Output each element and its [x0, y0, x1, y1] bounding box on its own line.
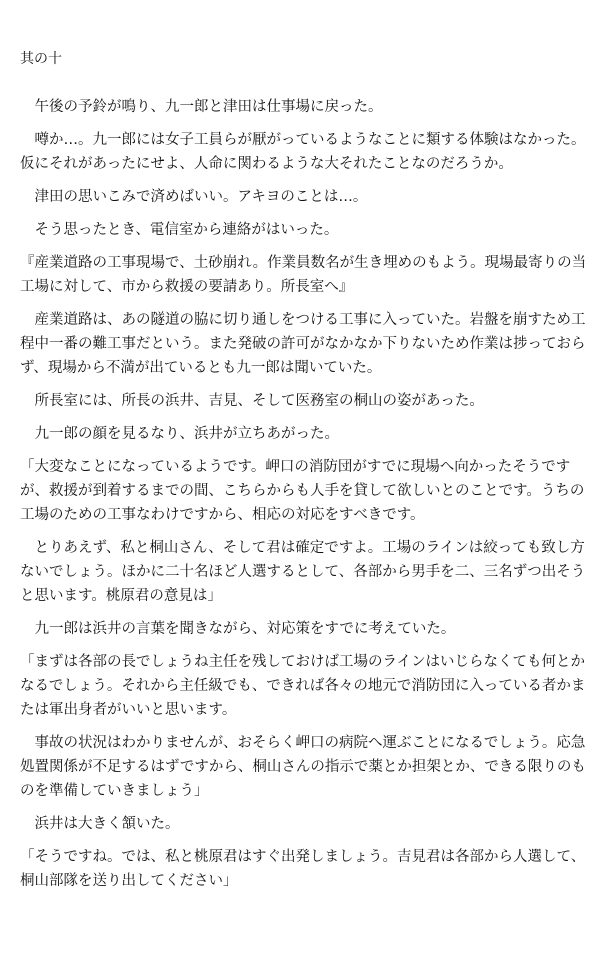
- body-text: [20, 95, 595, 902]
- paragraph: 九一郎の顔を見るなり、浜井が立ちあがった。: [34, 426, 339, 442]
- paragraph: 事故の状況はわかりませんが、おそらく岬口の病院へ運ぶことになるでしょう。応急処置関係が不足するはずですから、桐山さんの指示で薬とか担架とか、できる限りのものを準備していきましょう」: [20, 735, 586, 799]
- paragraph: 『産業道路の工事現場で、土砂崩れ。作業員数名が生き埋めのもよう。現場最寄りの当工場に対して、市から救援の要請あり。所長室へ』: [20, 255, 587, 295]
- paragraph: 所長室には、所長の浜井、吉見、そして医務室の桐山の姿があった。: [34, 393, 484, 409]
- paragraph: 九一郎は浜井の言葉を聞きながら、対応策をすでに考えていた。: [34, 621, 456, 637]
- paragraph: 浜井は大きく頷いた。: [34, 816, 180, 832]
- paragraph: 「そうですね。では、私と桃原君はすぐ出発しましょう。吉見君は各部から人選して、桐山部隊を送り出してください」: [20, 849, 586, 889]
- chapter-title: 其の十: [20, 51, 62, 67]
- paragraph: とりあえず、私と桐山さん、そして君は確定ですよ。工場のラインは絞っても致し方ないでしょう。ほかに二十名ほど人選するとして、各部から男手を二、三名ずつ出そうと思います。桃原君の意見は」: [20, 540, 586, 604]
- paragraph: 「大変なことになっているようです。岬口の消防団がすでに現場へ向かったそうですが、救援が到着するまでの間、こちらからも人手を貸して欲しいとのことです。うちの工場のための工事なわけですから、相応の対応をすべきです。: [20, 459, 585, 523]
- paragraph: 噂か…。九一郎には女子工員らが厭がっているようなことに類する体験はなかった。仮にそれがあったにせよ、人命に関わるような大それたことなのだろうか。: [20, 132, 586, 172]
- paragraph: 午後の予鈴が鳴り、九一郎と津田は仕事場に戻った。: [34, 99, 383, 115]
- paragraph: 「まずは各部の長でしょうね主任を残しておけば工場のラインはいじらなくても何とかなるでしょう。それから主任級でも、できれば各々の地元で消防団に入っている者かまたは軍出身者がいいと思います。: [20, 654, 586, 718]
- paragraph: 津田の思いこみで済めばいい。アキヨのことは…。: [34, 189, 368, 205]
- paragraph: そう思ったとき、電信室から連絡がはいった。: [34, 222, 339, 238]
- paragraph: 産業道路は、あの隧道の脇に切り通しをつける工事に入っていた。岩盤を崩すため工程中一番の難工事だという。また発破の許可がなかなか下りないため作業は捗っておらず、現場から不満が出ているとも九一郎は聞いていた。: [20, 312, 586, 376]
